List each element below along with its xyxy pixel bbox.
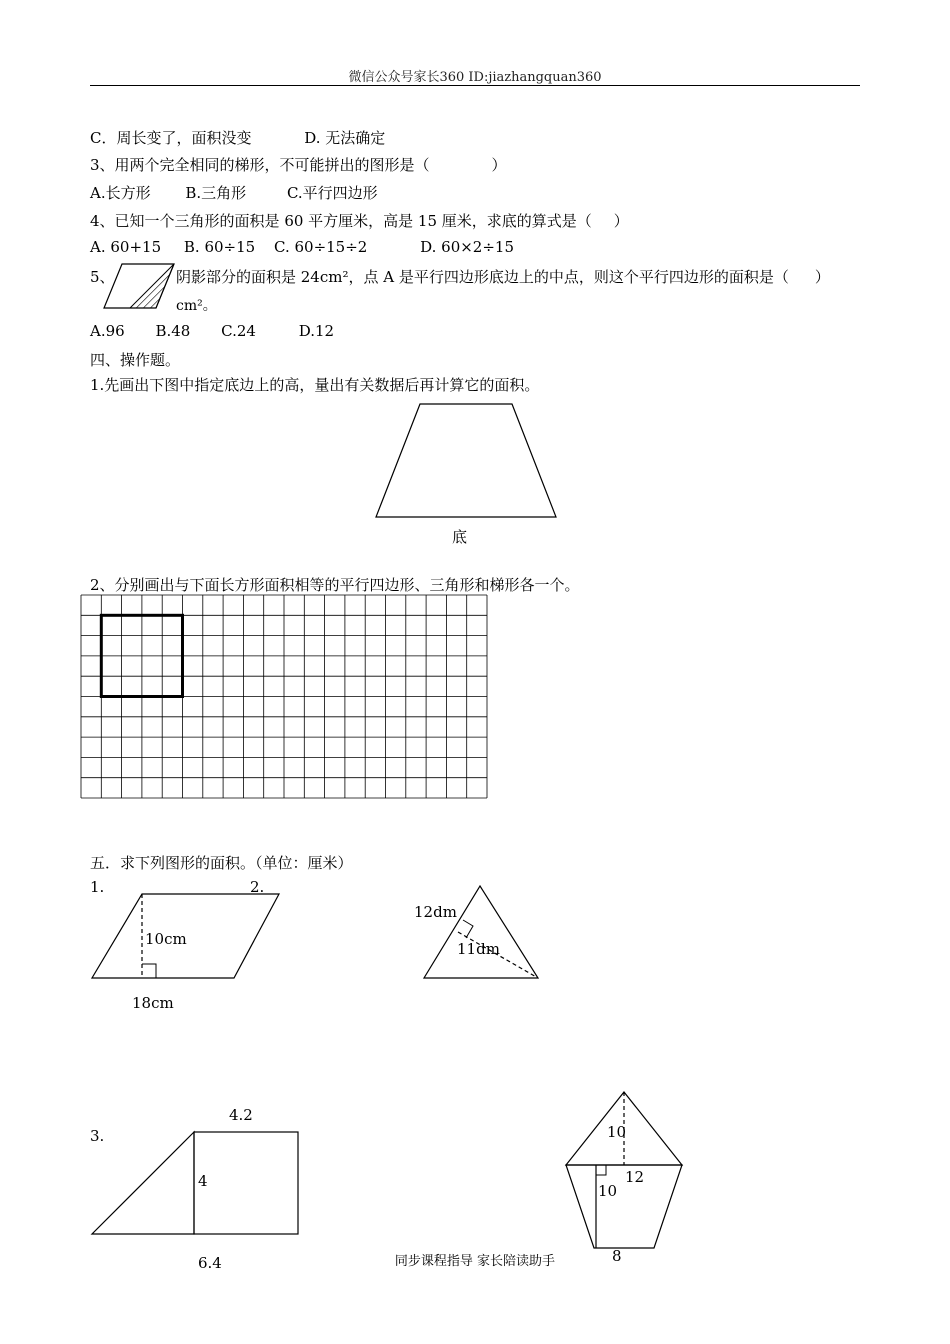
q3-stem-text: 3、用两个完全相同的梯形，不可能拼出的图形是（: [90, 156, 430, 174]
q5-option-c[interactable]: C.24: [221, 322, 256, 340]
fig1-number: 1.: [90, 878, 105, 896]
fig4-bottom-label: 8: [612, 1247, 622, 1265]
grid-paper[interactable]: [81, 595, 487, 799]
q2-options: [90, 127, 385, 148]
fig3-side-label: 4: [198, 1172, 208, 1190]
q4-stem-text: 4、已知一个三角形的面积是 60 平方厘米，高是 15 厘米，求底的算式是（: [90, 212, 592, 230]
page-header: 微信公众号家长360 ID:jiazhangquan360: [348, 70, 602, 85]
fig4-trapezoid-height-label: 10: [598, 1182, 618, 1200]
fig3-rectangle: [194, 1132, 298, 1234]
q5-stem: [176, 266, 830, 287]
fig4-trapezoid: [566, 1165, 682, 1248]
fig4-composite: [560, 1088, 688, 1252]
q2-option-c[interactable]: C．周长变了，面积没变: [90, 129, 252, 147]
fig2-side-label: 12dm: [414, 903, 457, 921]
fig1-right-angle-mark: [142, 964, 156, 978]
fig2-triangle: [420, 882, 542, 982]
q4-option-c[interactable]: C. 60÷15÷2: [274, 238, 368, 256]
q3-option-c[interactable]: C.平行四边形: [286, 184, 378, 202]
q4-stem: [90, 210, 629, 231]
q5-option-a[interactable]: A.96: [90, 322, 125, 340]
q2-option-d[interactable]: D. 无法确定: [304, 129, 386, 147]
header-rule: [90, 85, 860, 86]
section4-q1: 1.先画出下图中指定底边上的高，量出有关数据后再计算它的面积。: [90, 376, 540, 394]
fig3-bottom-label: 6.4: [198, 1254, 222, 1272]
q5-options: [90, 322, 334, 340]
q3-option-b[interactable]: B.三角形: [185, 184, 247, 202]
trapezoid-shape[interactable]: [376, 404, 556, 517]
fig4-width-label: 12: [625, 1168, 645, 1186]
page-footer: 同步课程指导 家长陪读助手: [394, 1254, 556, 1269]
q3-options: [90, 182, 378, 203]
section4-title: 四、操作题。: [90, 351, 181, 369]
q5-unit: cm²。: [176, 298, 217, 314]
q4-option-d[interactable]: D. 60×2÷15: [420, 238, 515, 256]
section4-q2: 2、分别画出与下面长方形面积相等的平行四边形、三角形和梯形各一个。: [90, 576, 580, 594]
fig2-number: 2.: [250, 878, 265, 896]
fig4-right-angle-mark: [596, 1165, 606, 1175]
fig2-height-label: 11dm: [457, 940, 500, 958]
q4-close-paren: ）: [613, 212, 629, 230]
section5-title: 五．求下列图形的面积。（单位：厘米）: [90, 854, 353, 872]
q5-stem-text: 阴影部分的面积是 24cm²，点 A 是平行四边形底边上的中点，则这个平行四边形的面积是（: [176, 268, 789, 286]
q5-shaded-triangle: [130, 264, 174, 308]
q3-close-paren: ）: [491, 156, 507, 174]
q5-option-d[interactable]: D.12: [298, 322, 335, 340]
q3-option-a[interactable]: A.长方形: [90, 184, 151, 202]
q4-options: [90, 238, 514, 256]
q5-option-b[interactable]: B.48: [155, 322, 191, 340]
fig4-triangle-height-label: 10: [607, 1123, 627, 1141]
fig2-shape: [424, 886, 538, 978]
fig3-top-label: 4.2: [229, 1106, 253, 1124]
q5-parallelogram-figure: [104, 262, 176, 312]
fig1-base-label: 18cm: [132, 994, 174, 1012]
trapezoid-base-label: 底: [452, 528, 468, 546]
q5-number: 5、: [90, 268, 115, 286]
fig3-number: 3.: [90, 1127, 105, 1145]
q3-stem: [90, 154, 507, 175]
fig1-height-label: 10cm: [145, 930, 187, 948]
q4-option-a[interactable]: A. 60+15: [90, 238, 162, 256]
trapezoid-figure: [370, 400, 562, 522]
fig3-triangle: [92, 1132, 194, 1234]
q5-close-paren: ）: [814, 268, 830, 286]
q4-option-b[interactable]: B. 60÷15: [183, 238, 256, 256]
fig3-composite: [90, 1130, 302, 1238]
